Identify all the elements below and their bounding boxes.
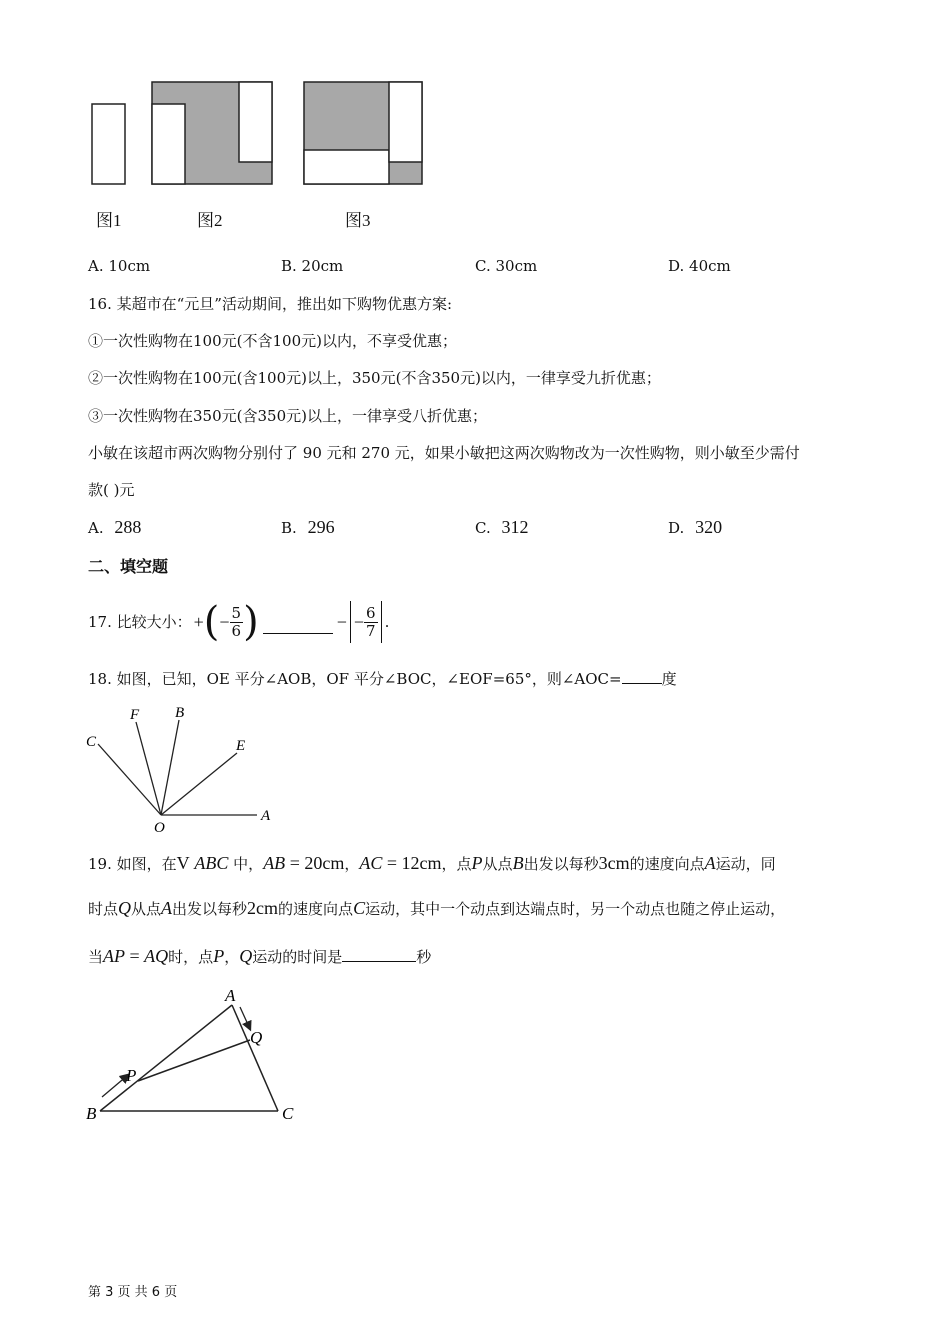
label-b: B (175, 705, 185, 721)
fig1-caption: 图1 (96, 211, 122, 230)
q15-figures (85, 75, 435, 195)
q19-answer-blank[interactable] (342, 945, 416, 962)
q17-left-paren: ( (203, 599, 220, 645)
q19-line-3: 当AP = AQ时，点P，Q运动的时间是 秒 (88, 946, 432, 966)
label-e: E (236, 738, 246, 754)
q17 (88, 597, 389, 647)
q17-answer-blank[interactable] (263, 611, 333, 634)
fig2-caption: 图2 (197, 211, 223, 230)
q16-rule-1: ①一次性购物在100元(不含100元)以内，不享受优惠； (88, 332, 457, 350)
q17-abs-bar-left (350, 601, 351, 643)
q17-abs-bar-right (381, 601, 382, 643)
fig2-shape (152, 82, 272, 184)
fig1-rectangle (92, 104, 125, 184)
q18-answer-blank[interactable] (622, 667, 662, 684)
q16-option-c[interactable]: C. 312 (475, 517, 529, 537)
q18-angle-figure (80, 700, 290, 835)
label-p: P (126, 1066, 137, 1085)
q17-plus: + (193, 612, 204, 632)
side-ab (100, 1005, 232, 1111)
q19-line-2: 时点Q从点A出发以每秒2cm的速度向点C运动，其中一个动点到达端点时，另一个动点也随之停止运动， (88, 898, 786, 918)
side-ac (232, 1005, 278, 1111)
q19-line-1: 19. 如图，在V ABC 中，AB = 20cm，AC = 12cm，点P从点B出发以每秒3cm的速度向点A运动，同 (88, 853, 776, 873)
label-c: C (282, 1104, 294, 1123)
ray-ob (161, 720, 179, 815)
fig3-shape (304, 82, 422, 184)
label-q: Q (250, 1028, 263, 1047)
q17-minus-3: − (353, 612, 365, 632)
label-a: A (225, 986, 236, 1005)
section-title: 二、填空题 (88, 557, 169, 576)
fig3-caption: 图3 (345, 211, 371, 230)
page-footer: 第 3 页 共 6 页 (88, 1285, 178, 1300)
q17-fraction-1: $\frac{5}{6}$ (231, 603, 242, 640)
label-b: B (86, 1104, 97, 1123)
q15-option-b[interactable]: B. 20cm (281, 257, 344, 275)
segment-pq (138, 1040, 250, 1081)
q17-fraction-2: $\frac{6}{7}$ (366, 603, 376, 640)
q16-question-line-1: 小敏在该超市两次购物分别付了 90 元和 270 元，如果小敏把这两次购物改为一次性购物，则小敏至少需付 (88, 444, 800, 462)
q15-option-d[interactable]: D. 40cm (668, 257, 731, 275)
q19-triangle-figure (80, 985, 310, 1125)
q15-option-a[interactable]: A. 10cm (88, 257, 151, 275)
arrow-p (102, 1075, 128, 1097)
q15-option-c[interactable]: C. 30cm (475, 257, 538, 275)
q17-right-paren: ) (243, 599, 259, 645)
q17-minus-1: − (219, 612, 230, 632)
q16-rule-3: ③一次性购物在350元(含350元)以上，一律享受八折优惠； (88, 407, 487, 425)
q17-minus-2: − (336, 612, 347, 632)
q16-question-line-2: 款( )元 (88, 481, 135, 499)
label-f: F (130, 707, 140, 723)
q17-end: . (384, 613, 390, 631)
q18-text: 18. 如图，已知，OE 平分∠AOB，OF 平分∠BOC，∠EOF=65°，则∠AOC= 度 (88, 667, 677, 689)
q16-rule-2: ②一次性购物在100元(含100元)以上，350元(不含350元)以内，一律享受九折优惠； (88, 369, 661, 387)
q16-option-a[interactable]: A. 288 (88, 517, 142, 537)
label-o: O (154, 820, 165, 835)
q16-option-d[interactable]: D. 320 (668, 517, 723, 537)
q17-label: 17. 比较大小： (88, 613, 192, 631)
ray-oe (161, 753, 237, 815)
label-a: A (261, 808, 271, 824)
q16-option-b[interactable]: B. 296 (281, 517, 335, 537)
q16-stem: 16. 某超市在“元旦”活动期间，推出如下购物优惠方案: (88, 295, 453, 313)
label-c: C (86, 734, 97, 750)
